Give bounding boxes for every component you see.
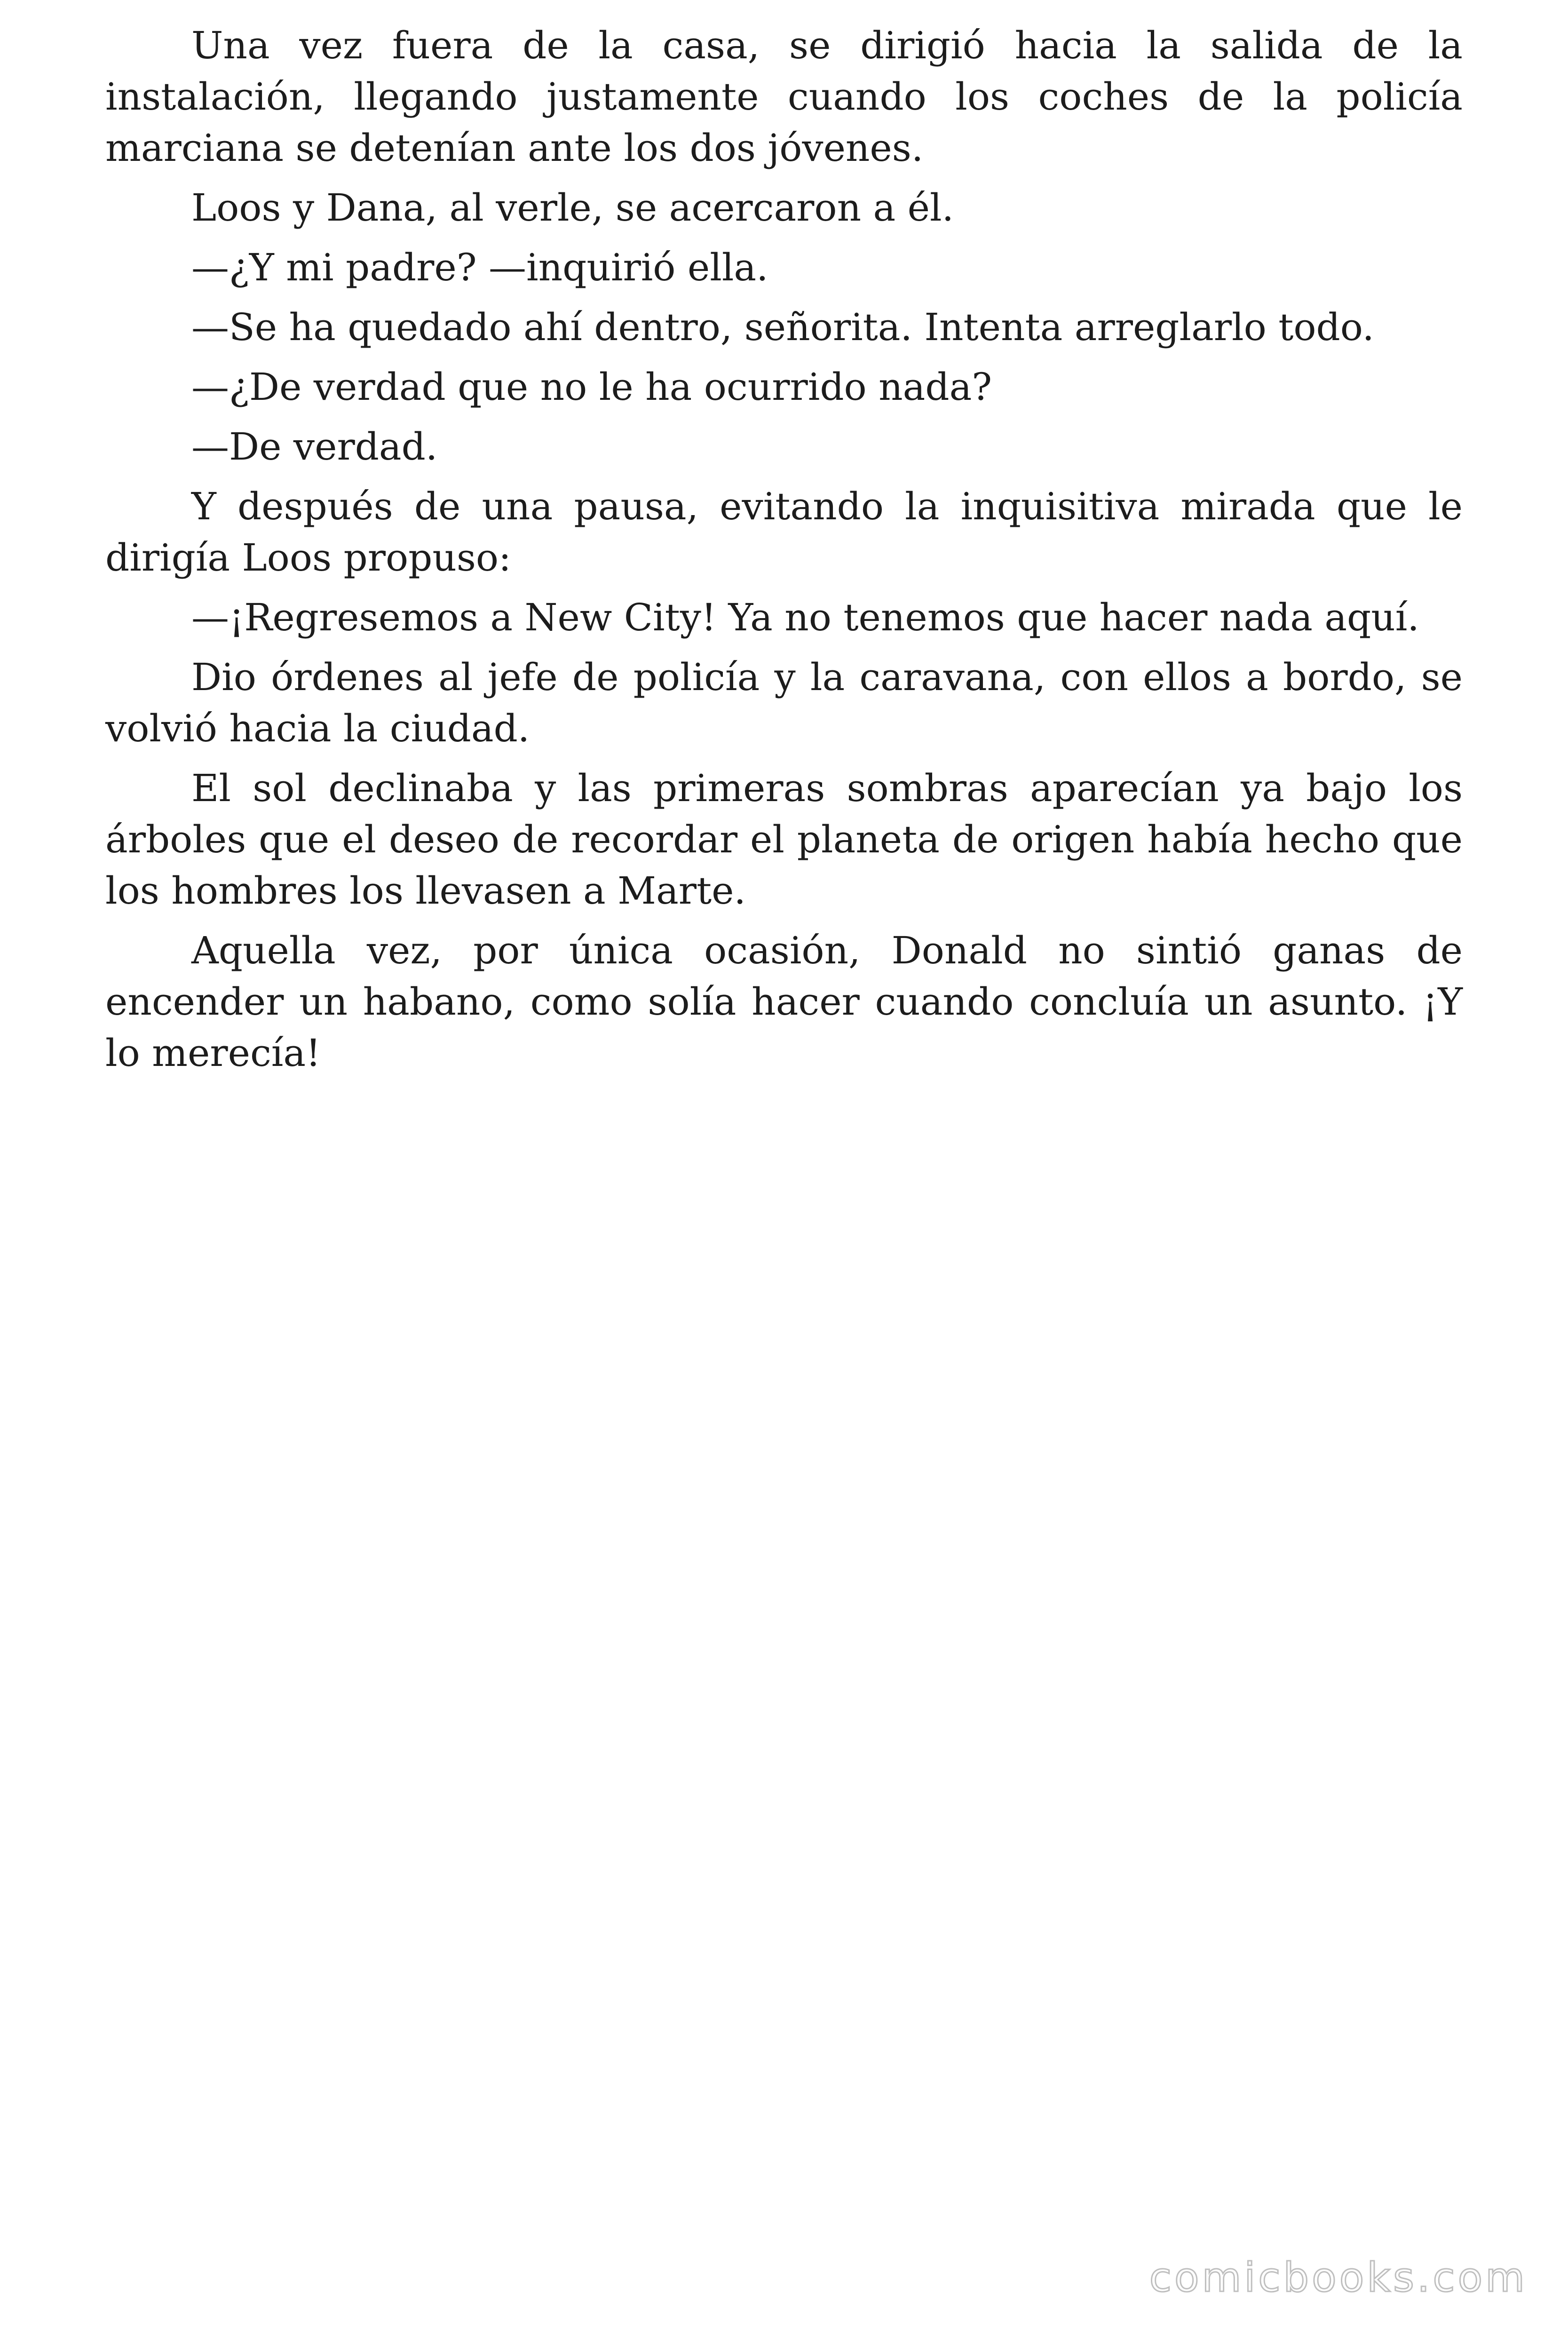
paragraph-10: El sol declinaba y las primeras sombras aparecían ya bajo los árboles que el deseo de recordar el planeta de origen había hecho que los hombres los llevasen a Marte. (105, 766, 1463, 913)
page-body (105, 20, 1463, 1087)
paragraph-8: —¡Regresemos a New City! Ya no tenemos que hacer nada aquí. (191, 596, 1419, 639)
paragraph-1: Una vez fuera de la casa, se dirigió hacia la salida de la instalación, llegando justamente cuando los coches de la policía marciana se detenían ante los dos jóvenes. (105, 24, 1463, 170)
paragraph-3: —¿Y mi padre? —inquirió ella. (191, 246, 768, 289)
paragraph-4: —Se ha quedado ahí dentro, señorita. Intenta arreglarlo todo. (191, 305, 1374, 349)
paragraph-5: —¿De verdad que no le ha ocurrido nada? (191, 365, 992, 409)
paragraph-6: —De verdad. (191, 425, 438, 469)
watermark: comicbooks.com (1149, 2254, 1528, 2301)
paragraph-11: Aquella vez, por única ocasión, Donald no sintió ganas de encender un habano, como solía hacer cuando concluía un asunto. ¡Y lo merecía! (105, 929, 1463, 1075)
paragraph-9: Dio órdenes al jefe de policía y la caravana, con ellos a bordo, se volvió hacia la ciudad. (105, 655, 1463, 750)
paragraph-7: Y después de una pausa, evitando la inquisitiva mirada que le dirigía Loos propuso: (105, 485, 1463, 580)
paragraph-2: Loos y Dana, al verle, se acercaron a él. (191, 186, 954, 230)
